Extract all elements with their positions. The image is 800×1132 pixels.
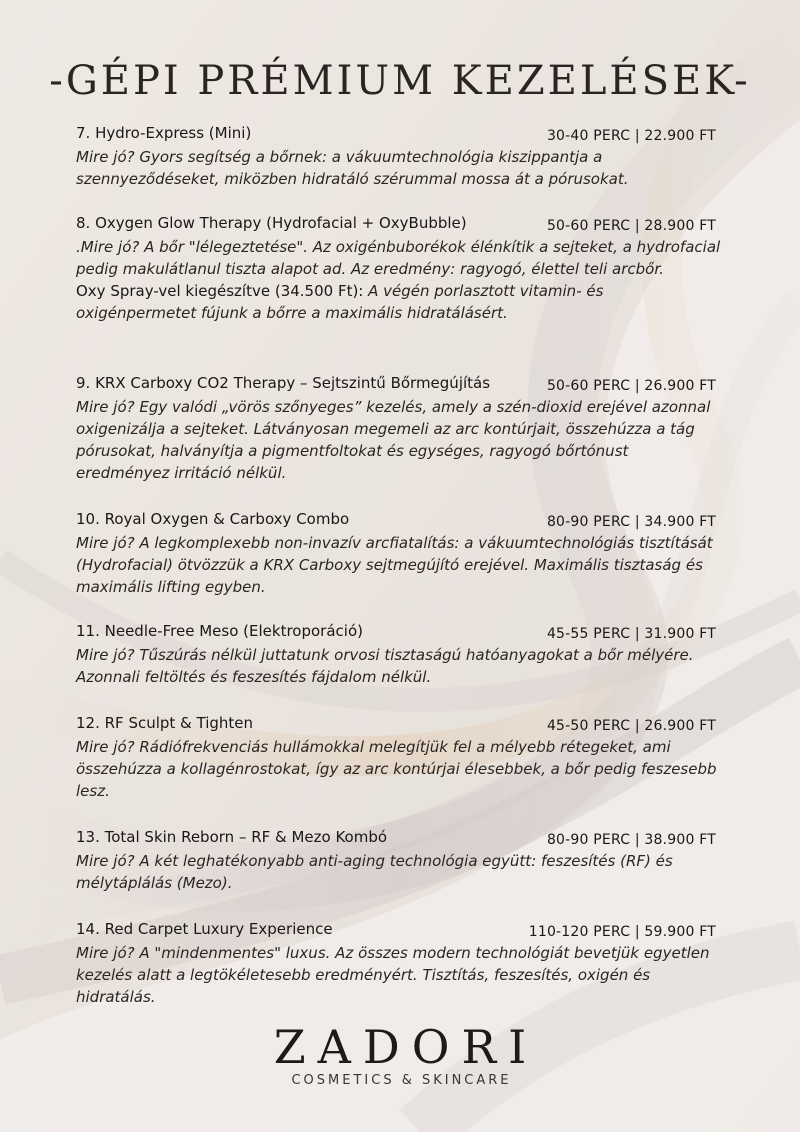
treatment-name: 11. Needle-Free Meso (Elektroporáció) xyxy=(76,622,363,640)
treatment-description: .Mire jó? A bőr "lélegeztetése". Az oxigénbuborékok élénkítik a sejteket, a hydrofacial pedig makulátlanul tiszta alapot ad. Az eredmény: ragyogó, élettel teli arcbőr. xyxy=(76,238,721,278)
treatment-item-9 xyxy=(76,374,736,484)
treatment-item-8 xyxy=(76,214,736,324)
treatment-duration-price: 110-120 PERC | 59.900 FT xyxy=(528,924,716,940)
treatment-name: 7. Hydro-Express (Mini) xyxy=(76,124,252,142)
treatment-item-13 xyxy=(76,828,736,894)
treatment-name: 12. RF Sculpt & Tighten xyxy=(76,714,254,732)
brand-logo: ZADORI xyxy=(273,1020,539,1074)
brand-tagline: COSMETICS & SKINCARE xyxy=(291,1073,512,1088)
treatment-name: 13. Total Skin Reborn – RF & Mezo Kombó xyxy=(76,828,388,846)
addon-text: A végén porlasztott vitamin- és oxigénpermetet fújunk a bőrre a maximális hidratálásért. xyxy=(76,282,604,322)
page-title: -GÉPI PRÉMIUM KEZELÉSEK- xyxy=(49,58,751,104)
addon-label: Oxy Spray-vel kiegészítve (34.500 Ft): xyxy=(76,282,364,300)
treatment-description: Mire jó? Gyors segítség a bőrnek: a vákuumtechnológia kiszippantja a szennyeződéseket, miközben hidratáló szérummal mossa át a pórusokat. xyxy=(76,148,629,188)
treatment-duration-price: 50-60 PERC | 28.900 FT xyxy=(546,218,716,234)
treatment-duration-price: 45-50 PERC | 26.900 FT xyxy=(546,718,716,734)
treatment-duration-price: 50-60 PERC | 26.900 FT xyxy=(546,378,716,394)
treatment-addon xyxy=(76,280,726,324)
treatment-description: Mire jó? A "mindenmentes" luxus. Az összes modern technológiát bevetjük egyetlen kezelés alatt a legtökéletesebb eredményért. Tisztítás, feszesítés, oxigén és hidratálás. xyxy=(76,944,710,1006)
treatment-name: 9. KRX Carboxy CO2 Therapy – Sejtszintű Bőrmegújítás xyxy=(76,374,491,392)
treatment-item-14 xyxy=(76,920,736,1008)
treatment-name: 10. Royal Oxygen & Carboxy Combo xyxy=(76,510,350,528)
treatment-description: Mire jó? A legkomplexebb non-invazív arcfiatalítás: a vákuumtechnológiás tisztítását (Hydrofacial) ötvözzük a KRX Carboxy sejtmegújító erejével. Maximális tisztaság és maximális lifting egyben. xyxy=(76,534,713,596)
treatment-description: Mire jó? Rádiófrekvenciás hullámokkal melegítjük fel a mélyebb rétegeket, ami összehúzza a kollagénrostokat, így az arc kontúrjai élesebbek, a bőr pedig feszesebb lesz. xyxy=(76,738,717,800)
treatment-name: 14. Red Carpet Luxury Experience xyxy=(76,920,333,938)
treatment-duration-price: 30-40 PERC | 22.900 FT xyxy=(546,128,716,144)
treatment-duration-price: 80-90 PERC | 34.900 FT xyxy=(546,514,716,530)
treatment-item-10 xyxy=(76,510,736,598)
treatment-description: Mire jó? A két leghatékonyabb anti-aging technológia együtt: feszesítés (RF) és mélytáplálás (Mezo). xyxy=(76,852,673,892)
treatment-item-7 xyxy=(76,124,736,190)
treatment-description: Mire jó? Egy valódi „vörös szőnyeges” kezelés, amely a szén-dioxid erejével azonnal oxigenizálja a sejteket. Látványosan megemeli az arc kontúrjait, összehúzza a tág pórusokat, halványítja a pigmentfoltokat és egységes, ragyogó bőrtónust eredményez irritáció nélkül. xyxy=(76,398,711,482)
treatment-description: Mire jó? Tűszúrás nélkül juttatunk orvosi tisztaságú hatóanyagokat a bőr mélyére. Azonnali feltöltés és feszesítés fájdalom nélkül. xyxy=(76,646,694,686)
treatment-duration-price: 80-90 PERC | 38.900 FT xyxy=(546,832,716,848)
treatment-duration-price: 45-55 PERC | 31.900 FT xyxy=(546,626,716,642)
treatment-item-12 xyxy=(76,714,736,802)
treatment-item-11 xyxy=(76,622,736,688)
treatment-name: 8. Oxygen Glow Therapy (Hydrofacial + OxyBubble) xyxy=(76,214,467,232)
